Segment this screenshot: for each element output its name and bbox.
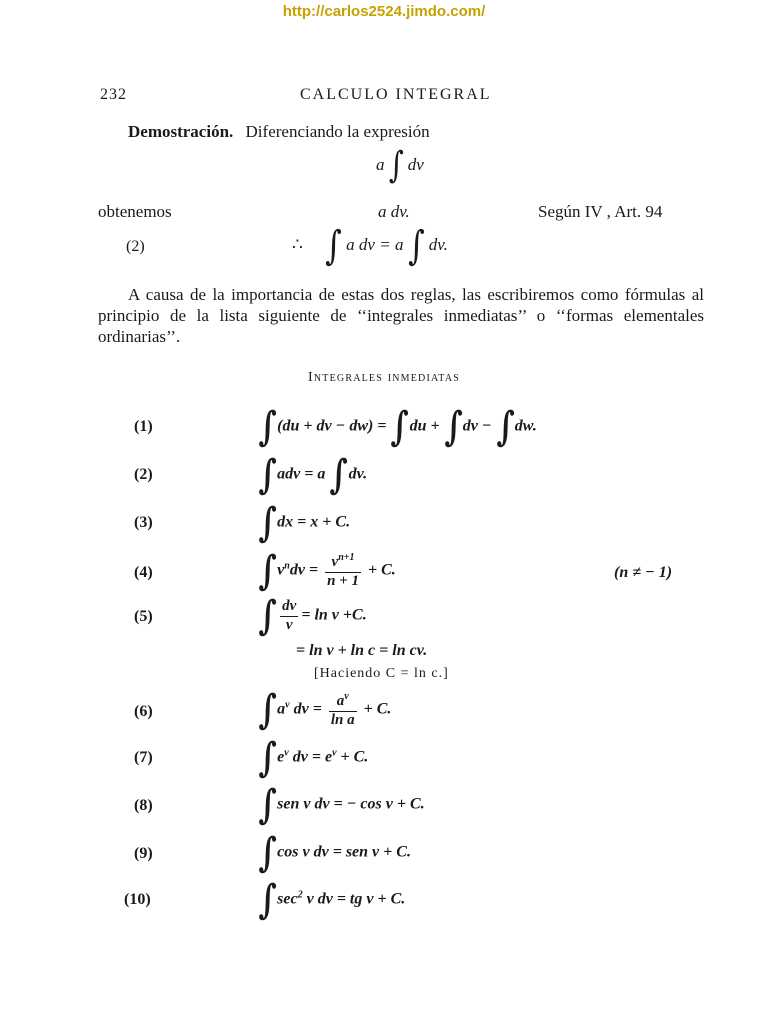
fraction bbox=[325, 552, 361, 590]
equation-2 bbox=[292, 223, 448, 269]
formula-10-part: v dv = tg v + C. bbox=[306, 890, 406, 908]
fraction-denominator: ln a bbox=[330, 711, 355, 728]
formula-label-5: (5) bbox=[134, 608, 153, 625]
integral-sign: ∫ bbox=[258, 734, 277, 781]
formula-label-1: (1) bbox=[134, 418, 153, 435]
integral-sign: ∫ bbox=[443, 403, 463, 450]
section-title: Integrales inmediatas bbox=[308, 370, 460, 385]
fraction-numerator: dv bbox=[280, 598, 298, 616]
formula-2-part: dv. bbox=[348, 465, 368, 483]
demonstration-text: Diferenciando la expresión bbox=[245, 122, 430, 141]
differential-result: a dv. bbox=[378, 202, 410, 221]
formula-2 bbox=[258, 451, 368, 498]
formula-9-part: cos v dv = sen v + C. bbox=[277, 843, 411, 861]
page-number: 232 bbox=[100, 86, 127, 103]
integral-sign: ∫ bbox=[407, 223, 425, 269]
formula-7 bbox=[258, 734, 369, 781]
integral-sign: ∫ bbox=[258, 499, 277, 546]
integral-sign: ∫ bbox=[258, 403, 277, 450]
formula-6-part: + C. bbox=[363, 700, 392, 718]
demonstration-line bbox=[128, 122, 430, 142]
formula-7-part: e bbox=[277, 748, 285, 766]
formula-8-part: sen v dv = − cos v + C. bbox=[277, 795, 425, 813]
fraction-numerator-exponent: v bbox=[344, 691, 349, 703]
demonstration-label: Demostración. bbox=[128, 122, 234, 141]
source-url[interactable]: http://carlos2524.jimdo.com/ bbox=[282, 3, 486, 20]
fraction-denominator: n + 1 bbox=[327, 572, 359, 589]
explanatory-paragraph: A causa de la importancia de estas dos reglas, las escribiremos como fórmulas al principio de la lista siguiente de ‘‘integrales inmediatas’’ o ‘‘formas elementales ordinarias’’. bbox=[98, 285, 704, 346]
equation-label-2: (2) bbox=[126, 238, 145, 255]
formula-label-8: (8) bbox=[134, 797, 153, 814]
formula-5-line-2: = ln v + ln c = ln cv. bbox=[296, 642, 428, 659]
fraction bbox=[329, 691, 357, 729]
integral-sign: ∫ bbox=[325, 223, 342, 269]
formula-4-part: + C. bbox=[367, 561, 396, 579]
expression-a-int-dv bbox=[376, 145, 424, 186]
formula-10-part: sec bbox=[277, 890, 298, 908]
formula-4-part: dv = bbox=[289, 561, 319, 579]
integral-sign: ∫ bbox=[388, 145, 404, 186]
formula-1-part: dv − bbox=[462, 417, 492, 435]
formula-6-part: dv = bbox=[293, 700, 322, 718]
formula-2-part: adv = a bbox=[277, 465, 326, 483]
equation-2-left: a dv = a bbox=[346, 234, 404, 254]
formula-4 bbox=[258, 547, 396, 594]
formula-1 bbox=[258, 403, 537, 450]
formula-1-part: (du + dv − dw) = bbox=[277, 417, 387, 435]
formula-6-exponent: v bbox=[285, 699, 290, 711]
formula-10 bbox=[258, 876, 406, 923]
formula-7-part: + C. bbox=[340, 748, 369, 766]
formula-8 bbox=[258, 781, 425, 828]
formula-5 bbox=[258, 592, 367, 639]
formula-3-part: dx = x + C. bbox=[277, 513, 351, 531]
integral-sign: ∫ bbox=[258, 592, 277, 639]
formula-10-exponent: 2 bbox=[297, 889, 303, 901]
formula-4-condition: (n ≠ − 1) bbox=[614, 564, 673, 581]
integral-sign: ∫ bbox=[258, 781, 277, 828]
fraction-numerator-exponent: n+1 bbox=[338, 552, 355, 564]
formula-label-3: (3) bbox=[134, 514, 153, 531]
formula-9 bbox=[258, 829, 411, 876]
fraction-numerator: a bbox=[336, 693, 345, 710]
integral-sign: ∫ bbox=[329, 451, 349, 498]
formula-3 bbox=[258, 499, 351, 546]
formula-label-10: (10) bbox=[124, 891, 151, 908]
fraction-numerator: v bbox=[331, 554, 339, 571]
integral-sign: ∫ bbox=[495, 403, 515, 450]
formula-label-6: (6) bbox=[134, 703, 153, 720]
formula-6 bbox=[258, 686, 392, 733]
fraction bbox=[280, 598, 298, 634]
fraction-denominator: v bbox=[285, 616, 293, 633]
integral-sign: ∫ bbox=[258, 876, 277, 923]
integral-sign: ∫ bbox=[258, 829, 277, 876]
formula-label-2: (2) bbox=[134, 466, 153, 483]
reference-text: Según IV , Art. 94 bbox=[538, 202, 663, 221]
formula-4-part: v bbox=[277, 561, 285, 579]
formula-4-exponent: n bbox=[284, 560, 290, 572]
therefore-symbol: ∴ bbox=[292, 234, 303, 254]
integral-sign: ∫ bbox=[258, 686, 277, 733]
formula-6-part: a bbox=[277, 700, 286, 718]
formula-7-exponent: v bbox=[332, 747, 337, 759]
formula-label-4: (4) bbox=[134, 564, 153, 581]
formula-label-9: (9) bbox=[134, 845, 153, 862]
obtenemos-text: obtenemos bbox=[98, 202, 172, 221]
formula-1-part: du + bbox=[409, 417, 440, 435]
formula-5-note: [Haciendo C = ln c.] bbox=[314, 666, 449, 681]
formula-1-part: dw. bbox=[514, 417, 537, 435]
integral-sign: ∫ bbox=[258, 547, 277, 594]
formula-label-7: (7) bbox=[134, 749, 153, 766]
expr-a: a bbox=[376, 154, 385, 174]
integral-sign: ∫ bbox=[258, 451, 277, 498]
formula-7-exponent: v bbox=[284, 747, 289, 759]
formula-5-part: = ln v +C. bbox=[301, 606, 367, 624]
running-title: CALCULO INTEGRAL bbox=[300, 86, 492, 103]
integral-sign: ∫ bbox=[390, 403, 410, 450]
equation-2-right: dv. bbox=[428, 234, 448, 254]
expr-dv: dv bbox=[407, 154, 424, 174]
formula-7-part: dv = e bbox=[292, 748, 333, 766]
